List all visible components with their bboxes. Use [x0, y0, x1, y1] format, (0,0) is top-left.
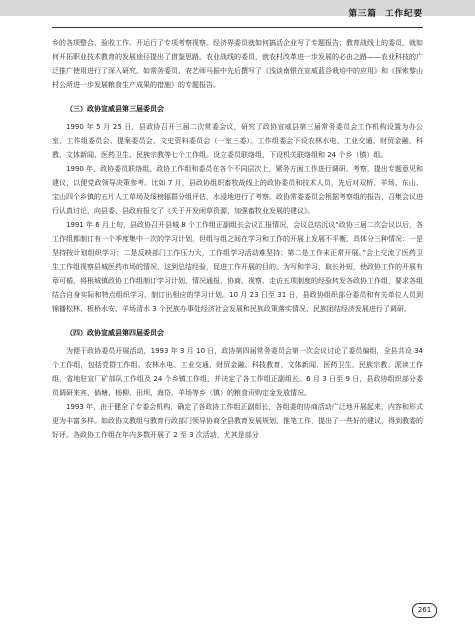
section-heading-fourth-committee: （四）政协宣威县第四届委员会	[66, 329, 164, 337]
paragraph-1990-may: 1990 年 5 月 25 日，县政协召开三届二次常委会议，研究了政协宣威县第三届常务委员会工作机构设置为办公室、工作组委员会、提案委员会、文史资料委员会（一室三委）。工作组委会下设农林水电、工业交通、财贸金融、科教、文体新闻、医药卫生、民族宗教等七个工作组。设立委员联络组，下设机关联络组和 24 个乡（镇）组。	[52, 123, 423, 159]
page-number: 261	[412, 603, 437, 618]
paragraph-1991: 1991 年 6 月上旬，县政协召开县城 8 个工作组正副组长会议汇报情况，会议总结沉议“政协三届二次会议以后，各工作组都制订有一个季度集中一次的学习计划，但组与组之间在学习和工作的开展上发展不平衡，具体分三种情况：一是坚持按计划组织学习；二是反映部门工作压力大，工作组学习活动难坚持；第二是工作未正常开展。”会上交流了医药卫生工作组视察县城医药市场的情况，这到总结经验，促进工作开展的目的。为写和学习，取长补短，使政协工作的开展有章可循，将根城镇政协工作组制订学习计划，情况通报、协商、视察、走访五项制度的经验转发各政协工作组，要求各组结合自身实际和特点组织学习，制订出相应的学习计划。10 月 23 日至 31 日，县政协组织部分委员和有关单位人员到锦播松林、板桥水安、羊场清水 3 个民族办事处经济社会发展和民族政策落实情况、民族团结经济发展进行了调研。	[52, 221, 423, 313]
paragraph-1993-march: 为便于政协委员开展活动，1993 年 3 月 10 日，政协第四届常务委员会第一次会议讨论了委员编组，全县共设 34 个工作组，包括党群工作组、农林水电、工业交通、财贸金融、科技教育、文体新闻、医药卫生、民族宗教、派读工作组，省地驻宣厂矿部队工作组及 24 个乡镇工作组，并决定了各工作组正副组长。6 月 3 日至 9 日，县政协组织部分委员调研来宾、倘塘、杨柳、田坝、海岱、羊场等乡（镇）的粮食贡购定金发放情况。	[52, 347, 423, 397]
chapter-label: 第三篇	[348, 9, 377, 19]
paragraph-intro: 乡的各项整合、验收工作。开运行了专项考察视察。经济界委员就如何搞活企业写了专题报告；教育战线上的委员，就如何开拓职业技术教育的发展途径提出了借鉴思路。农业战线的委员，就农村改革进一步发展的必由之路——农业科技的广泛推广使用进行了深入研究。如常务委员、农艺师马振中先后撰写了《浅谈南银在宣威蓝谷栽培中的应用》和《探索黎山村公所进一步发展粮食生产成果的措施》的专题报告。	[52, 39, 423, 89]
header-rule	[52, 27, 423, 28]
paragraph-1993-activities: 1993 年，由于健全了专委会机构，确定了各政协工作组正副组长，各组委的协商活动广泛地开展起来，内容和形式更为丰富多样。如政协文教组与教育行政部门领导协商全县教育发展规划、推笔工作，提出了一些好的建议，得到教委的好评。各政协工作组在年内多数开展了 2 至 3 次活动，尤其是部分	[52, 403, 423, 439]
page-body	[52, 36, 423, 442]
paragraph-1990-survey: 1990 年，政协委员联络组、政协工作组和委员在各个不同层次上，紧务方面工作进行调研、考察，提出专题意见和建议，以便党政领导决策参考。比如 7 月，县政协组织畜牧战线上的政协委员和技术人员，先后对双桥、羊场、东山、宝山四个乡镇的五片人工草场及绥榜辐群分组评估，水浸地进行了考察。政协常委委员会根据考察组的报告，召集会议进行认真讨论，向县委、县政府报交了《关于开发闲草资源，加强畜牧业发展的建议》。	[52, 165, 423, 215]
running-header	[348, 7, 423, 19]
section-title: 工作纪要	[384, 9, 423, 19]
section-heading-third-committee: （三）政协宣威县第三届委员会	[66, 105, 164, 113]
